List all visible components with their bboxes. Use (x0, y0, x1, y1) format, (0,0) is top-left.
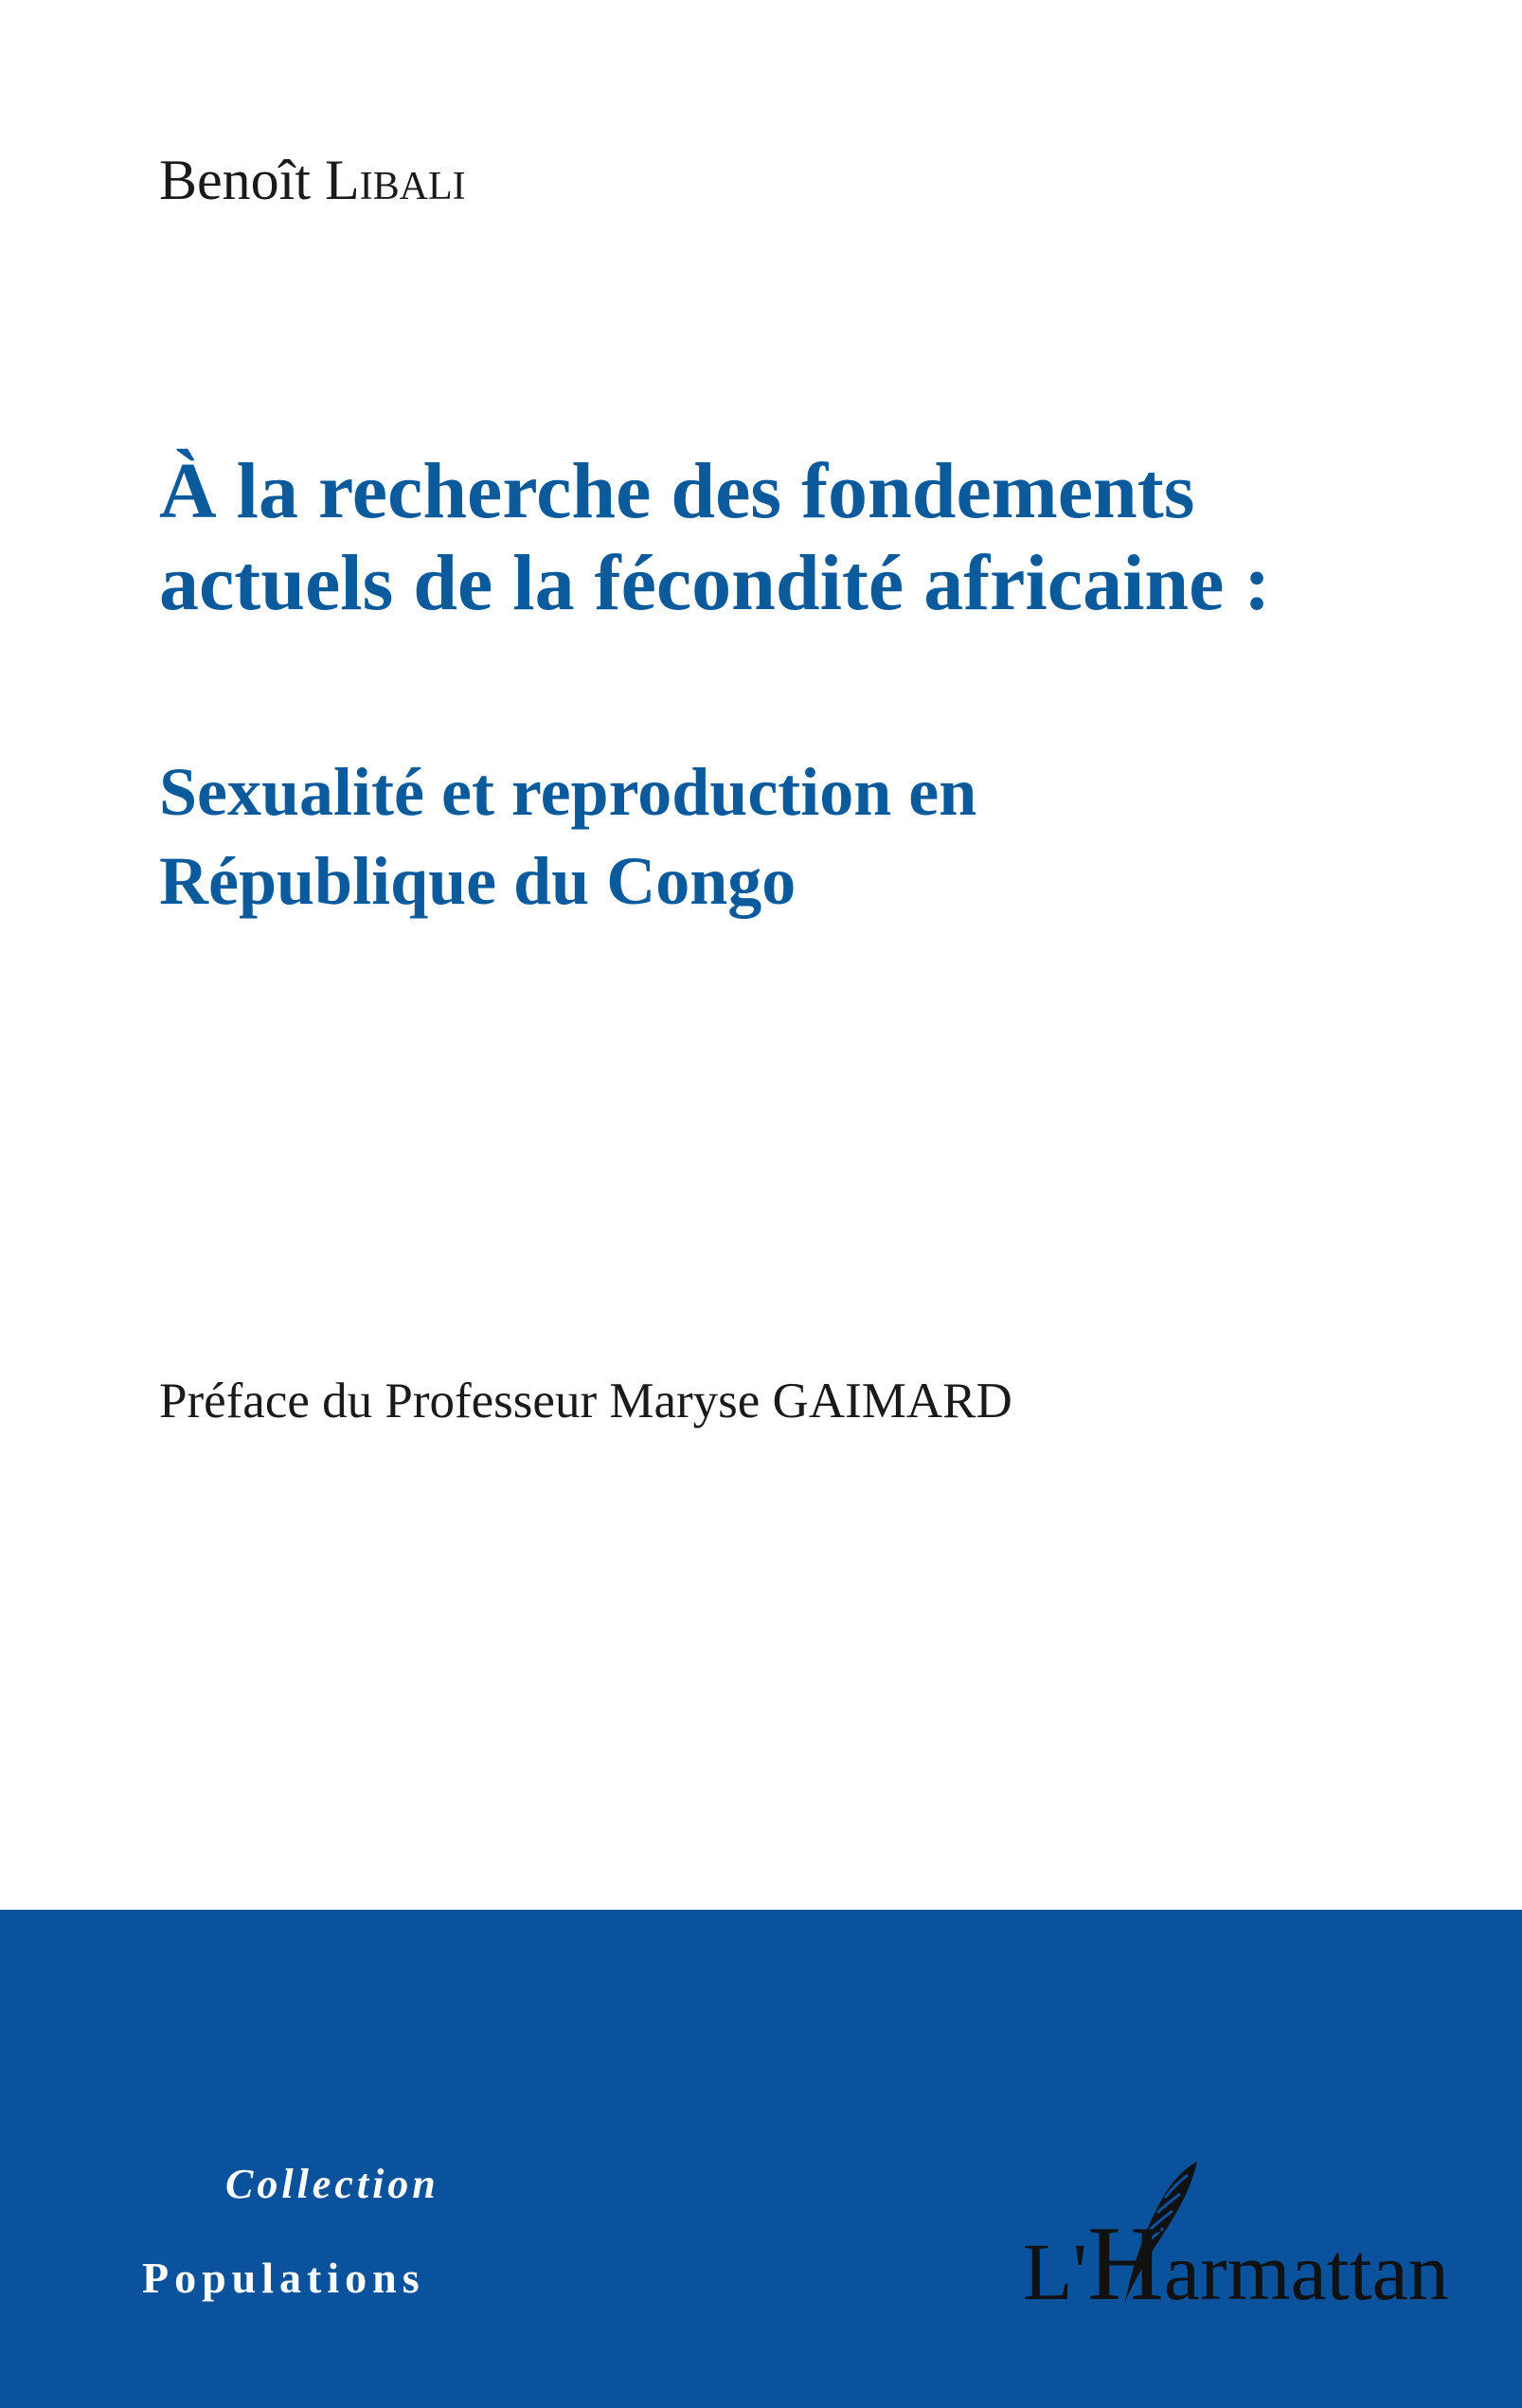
book-subtitle (159, 748, 976, 925)
publisher-rest: armattan (1163, 2226, 1449, 2317)
publisher-initial: H (1087, 2205, 1164, 2323)
collection-name: Populations (142, 2254, 425, 2302)
book-title (159, 445, 1504, 630)
collection-band (0, 1910, 1522, 2408)
subtitle-line-2: République du Congo (159, 842, 797, 919)
subtitle-line-1: Sexualité et reproduction en (159, 754, 977, 830)
collection-label: Collection (225, 2161, 439, 2207)
author-name (159, 149, 466, 211)
author-last-name: Libali (325, 149, 466, 211)
publisher-prefix: L' (1023, 2226, 1088, 2317)
author-first-name: Benoît (159, 149, 311, 211)
publisher-name (1023, 2205, 1449, 2323)
publisher-logo (1023, 2160, 1449, 2323)
preface-credit: Préface du Professeur Maryse GAIMARD (159, 1374, 1012, 1429)
title-line-1: À la recherche des fondements (159, 447, 1195, 535)
title-line-2: actuels de la fécondité africaine : (159, 539, 1271, 628)
